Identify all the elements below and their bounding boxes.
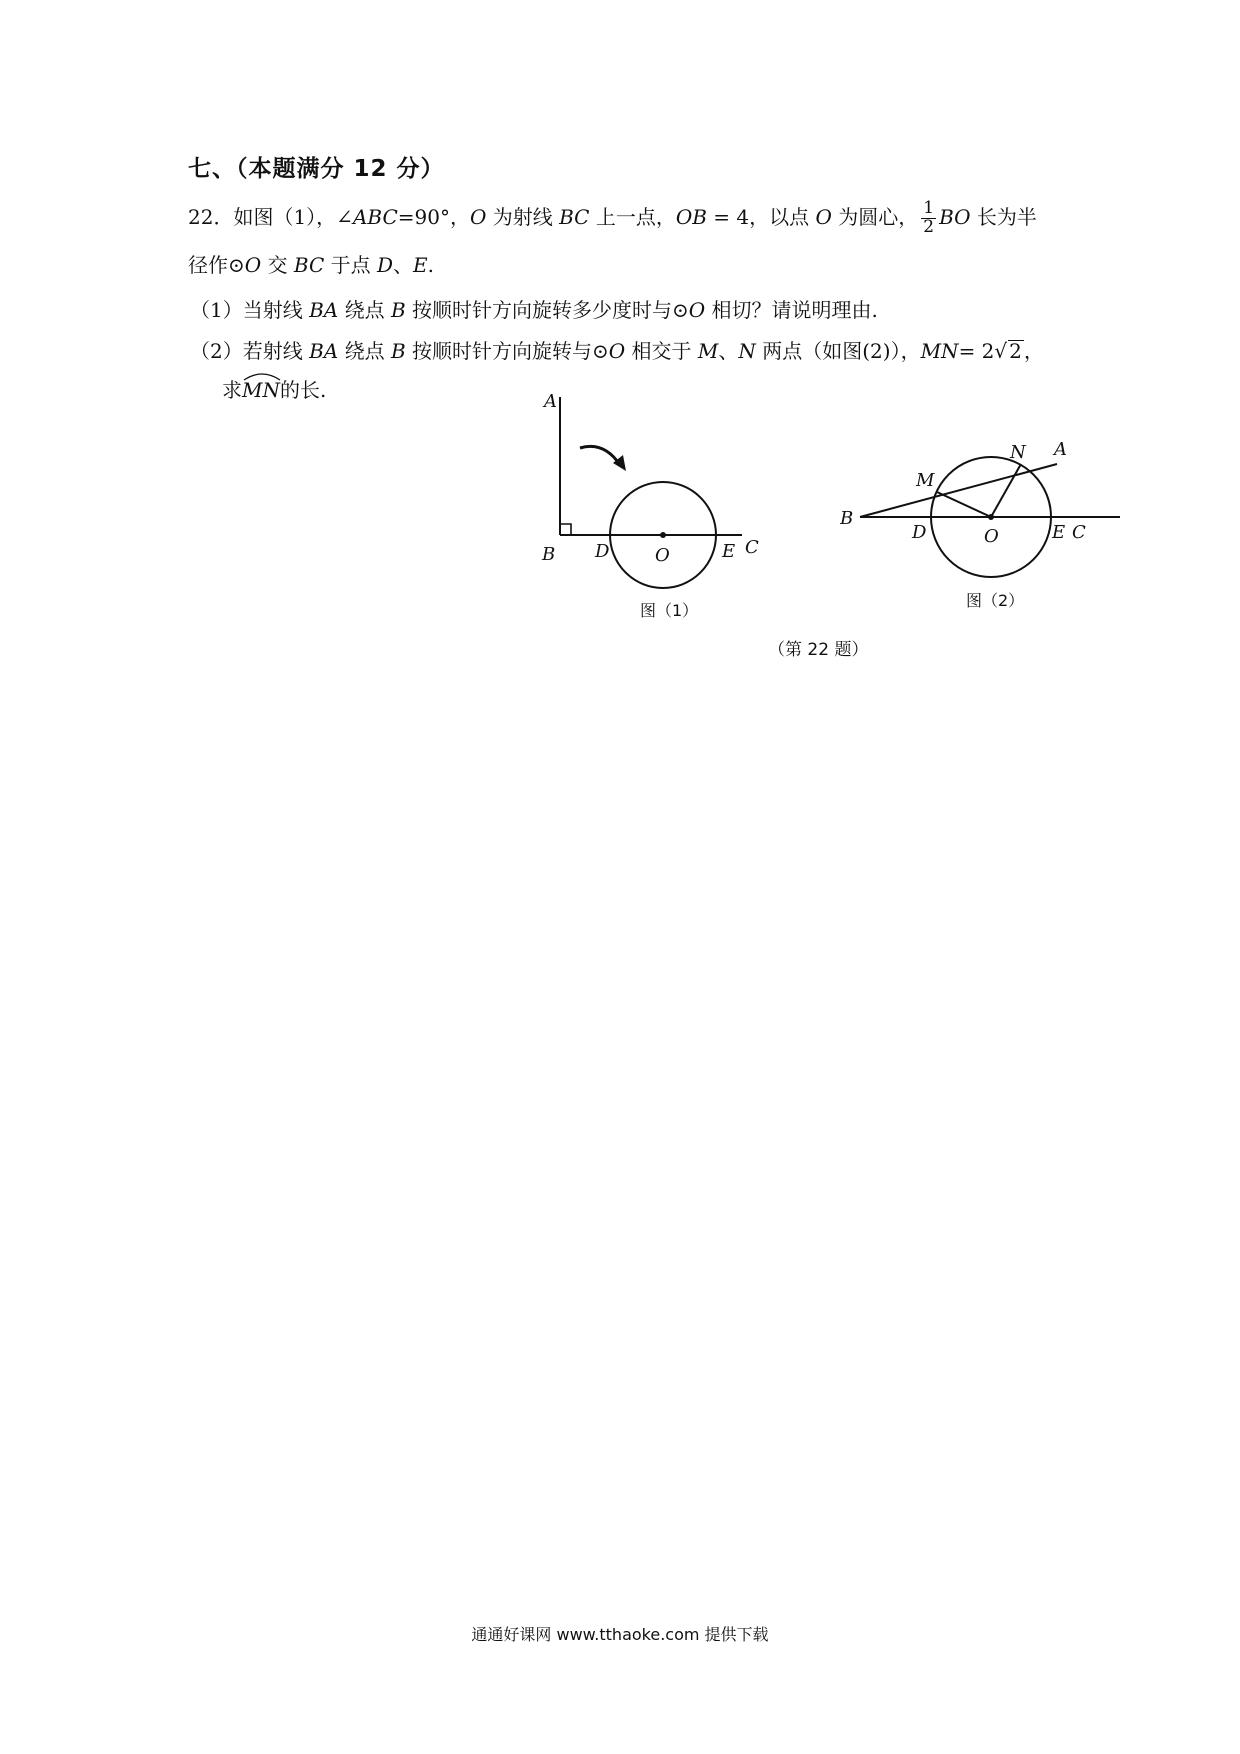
figure-2 [840, 430, 1130, 590]
label-a: A [544, 391, 557, 412]
problem-figure-caption: （第 22 题） [768, 640, 869, 660]
label-m: M [916, 470, 935, 491]
question-2: （2）若射线 BA 绕点 B 按顺时针方向旋转与⊙O 相交于 M、N 两点（如图(2)），MN= 2√ 2 ， [190, 339, 1044, 363]
figure-1-caption: 图（1） [640, 601, 699, 620]
label-d: D [912, 522, 927, 543]
center-point-o [660, 532, 666, 538]
problem-line-2: 径作⊙O 交 BC 于点 D、E. [188, 253, 434, 277]
label-n: N [1010, 442, 1026, 463]
figure-2-caption: 图（2） [966, 591, 1025, 610]
fraction-one-half: $\frac{1}{2}$ [923, 198, 935, 237]
label-o: O [655, 545, 670, 566]
section-title: 七、（本题满分 12 分） [188, 156, 445, 182]
label-c: C [745, 537, 759, 558]
label-e: E [722, 541, 736, 562]
footer: 通通好课网 www.tthaoke.com 提供下载 [471, 1625, 769, 1644]
question-1: （1）当射线 BA 绕点 B 按顺时针方向旋转多少度时与⊙O 相切？请说明理由. [190, 298, 878, 322]
square-root: √ 2 [994, 339, 1022, 363]
label-b: B [542, 544, 556, 565]
label-b: B [840, 508, 854, 529]
arc-mn: MN [242, 380, 280, 400]
segment-om [937, 492, 991, 517]
ray-ba [860, 464, 1057, 517]
question-2-continued: 求 MN的长. [222, 380, 326, 400]
problem-line-1: 22．如图（1），∠ABC=90°，O 为射线 BC 上一点，OB = 4，以点 O 为圆心， $\frac{1}{2}$ BO 长为半 [188, 198, 1037, 237]
figure-1 [520, 385, 780, 615]
label-o: O [984, 526, 999, 547]
segment-on [991, 464, 1021, 517]
label-a: A [1054, 439, 1067, 460]
label-d: D [595, 541, 610, 562]
right-angle-mark [560, 524, 571, 535]
label-e: E [1052, 522, 1066, 543]
label-c: C [1072, 522, 1086, 543]
